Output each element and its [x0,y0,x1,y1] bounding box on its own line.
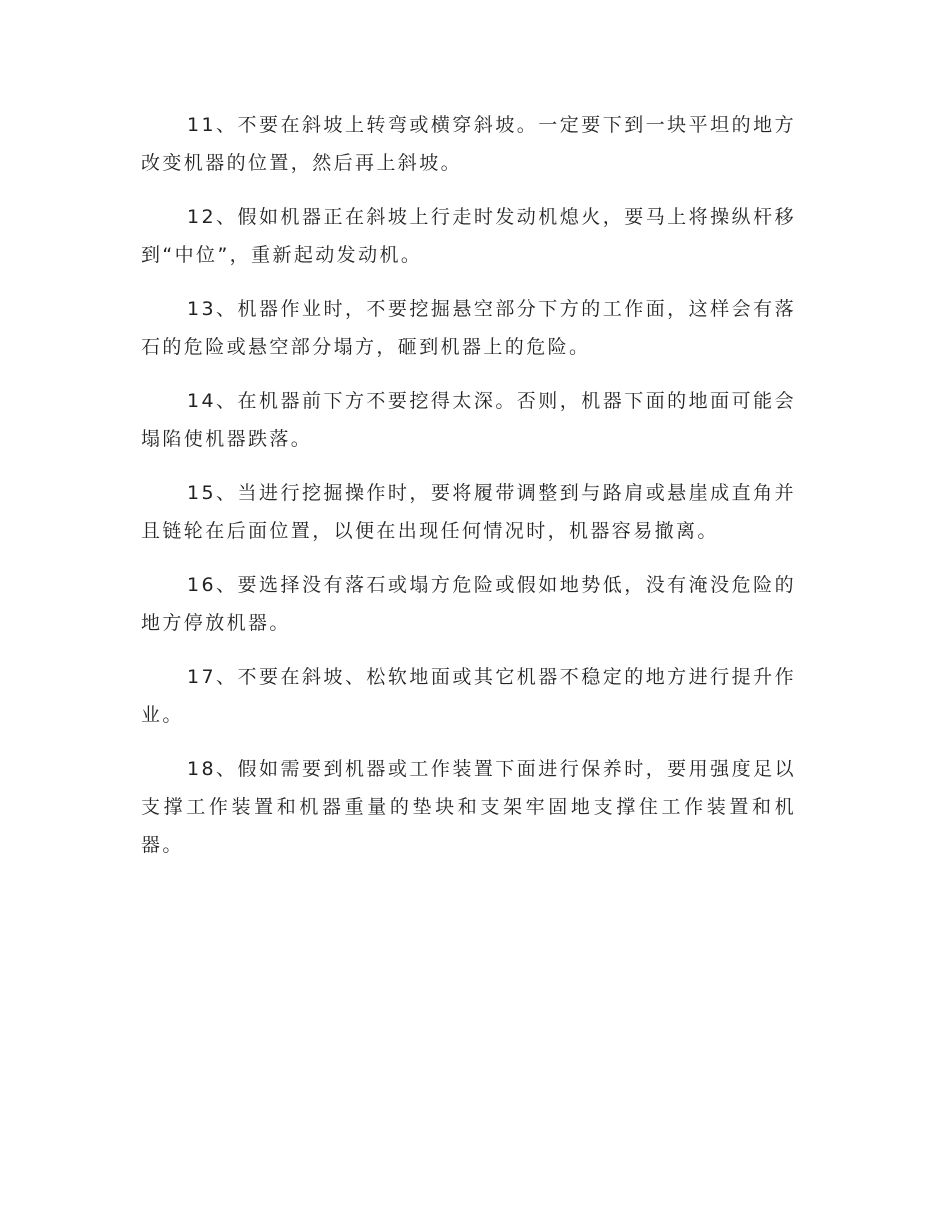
paragraph-12: 12、假如机器正在斜坡上行走时发动机熄火，要马上将操纵杆移到“中位”，重新起动发动机。 [141,206,796,266]
paragraph-18: 18、假如需要到机器或工作装置下面进行保养时，要用强度足以支撑工作装置和机器重量的垫块和支架牢固地支撑住工作装置和机器。 [141,758,796,856]
document-body [141,106,796,880]
paragraph-17: 17、不要在斜坡、松软地面或其它机器不稳定的地方进行提升作业。 [141,666,796,726]
paragraph-15: 15、当进行挖掘操作时，要将履带调整到与路肩或悬崖成直角并且链轮在后面位置，以便在出现任何情况时，机器容易撤离。 [141,482,796,542]
paragraph-16: 16、要选择没有落石或塌方危险或假如地势低，没有淹没危险的地方停放机器。 [141,574,796,634]
paragraph-11: 11、不要在斜坡上转弯或横穿斜坡。一定要下到一块平坦的地方改变机器的位置，然后再上斜坡。 [141,114,796,174]
paragraph-14: 14、在机器前下方不要挖得太深。否则，机器下面的地面可能会塌陷使机器跌落。 [141,390,796,450]
paragraph-13: 13、机器作业时，不要挖掘悬空部分下方的工作面，这样会有落石的危险或悬空部分塌方，砸到机器上的危险。 [141,298,796,358]
